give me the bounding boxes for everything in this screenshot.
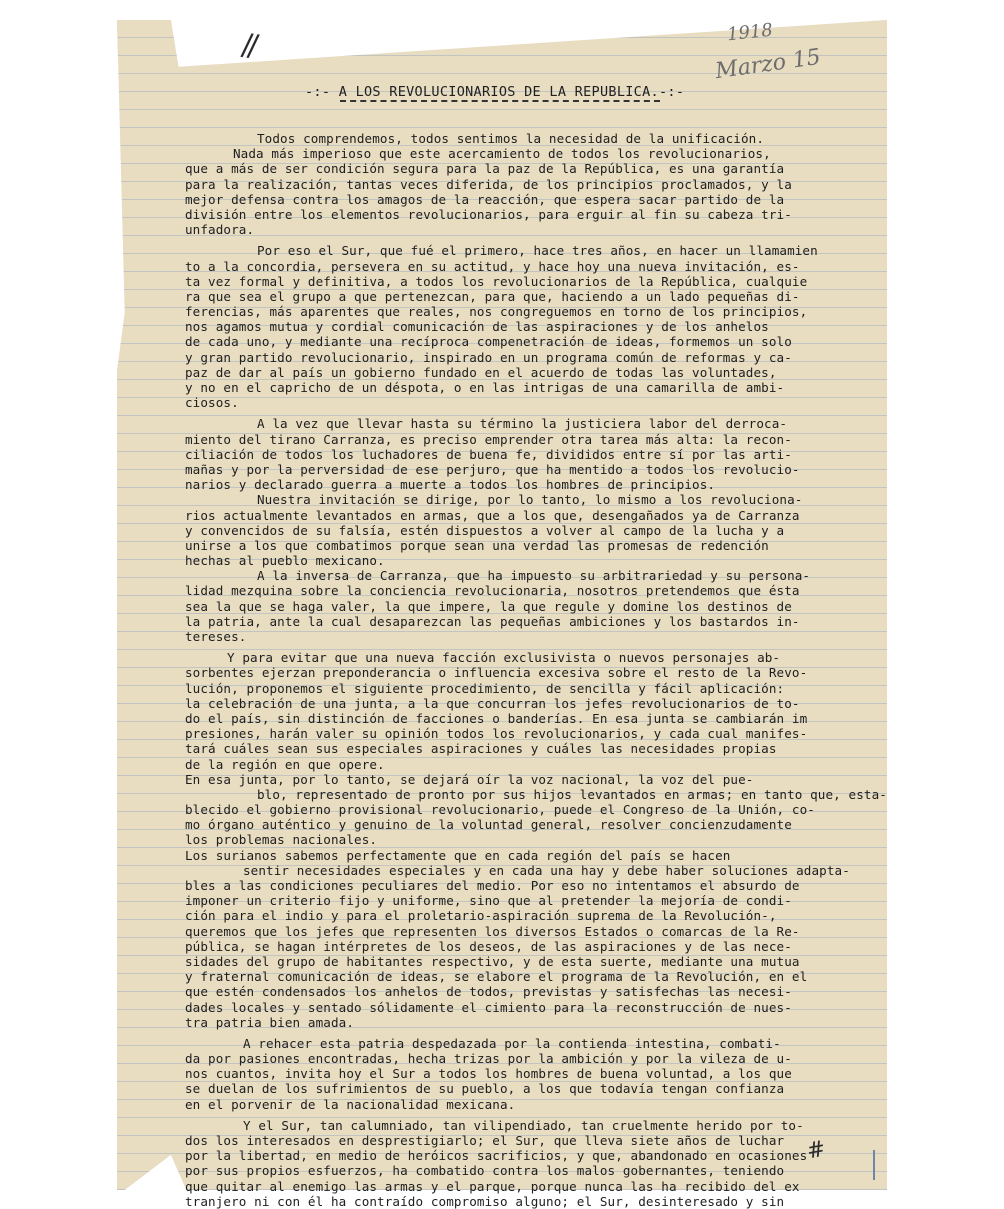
body-line: mañas y por la perversidad de ese perjuro, que ha mentido a todos los revolucio-	[185, 461, 800, 477]
body-line: los problemas nacionales.	[185, 832, 378, 848]
body-line: dades locales y sentado sólidamente el cimiento para la reconstrucción de nues-	[185, 999, 792, 1015]
body-line: Los surianos sabemos perfectamente que en cada región del país se hacen	[185, 847, 731, 863]
body-line: nos cuantos, invita hoy el Sur a todos los hombres de buena voluntad, a los que	[185, 1066, 792, 1082]
body-line: Y para evitar que una nueva facción exclusivista o nuevos personajes ab-	[227, 650, 781, 666]
body-line: mo órgano auténtico y genuino de la voluntad general, resolver concienzudamente	[185, 817, 792, 833]
body-line: Y el Sur, tan calumniado, tan vilipendiado, tan cruelmente herido por to-	[243, 1117, 804, 1133]
body-line: sorbentes ejerzan preponderancia o influencia excesiva sobre el resto de la Revo-	[185, 665, 808, 681]
title-underline	[340, 100, 660, 102]
handwritten-date-year: 1918	[726, 19, 774, 46]
body-line: tranjero ni con él ha contraído compromiso alguno; el Sur, desinteresado y sin	[185, 1193, 785, 1209]
body-line: y fraternal comunicación de ideas, se elabore el programa de la Revolución, en el	[185, 969, 808, 985]
body-line: A la vez que llevar hasta su término la justiciera labor del derroca-	[257, 416, 788, 432]
body-line: por sus propios esfuerzos, ha combatido contra los malos gobernantes, teniendo	[185, 1163, 785, 1179]
body-line: da por pasiones encontradas, hecha trizas por la ambición y por la vileza de u-	[185, 1051, 792, 1067]
body-line: que estén condensados los anhelos de todos, previstas y satisfechas las necesi-	[185, 984, 792, 1000]
body-line: y no en el capricho de un déspota, o en las intrigas de una camarilla de ambi-	[185, 380, 785, 395]
body-line: rios actualmente levantados en armas, que a los que, desengañados ya de Carranza	[185, 507, 800, 523]
handwritten-corner-marks: //	[239, 27, 257, 64]
body-line: dos los interesados en desprestigiarlo; el Sur, que lleva siete años de luchar	[185, 1133, 785, 1148]
handwritten-date-month: Marzo 15	[713, 44, 823, 85]
body-line: A la inversa de Carranza, que ha impuesto su arbitrariedad y su persona-	[257, 568, 811, 584]
body-line: imponer un criterio fijo y uniforme, sino que al pretender la mejoría de condi-	[185, 893, 792, 909]
body-line: ferencias, más aparentes que reales, nos congreguemos en torno de los principios,	[185, 304, 808, 320]
body-line: lidad mezquina sobre la conciencia revolucionaria, nosotros pretendemos que ésta	[185, 583, 800, 599]
body-line: tra patria bien amada.	[185, 1014, 355, 1030]
body-line: nos agamos mutua y cordial comunicación de las aspiraciones y de los anhelos	[185, 319, 769, 335]
body-line: tará cuáles sean sus especiales aspiraciones y cuáles las necesidades propias	[185, 741, 777, 757]
body-line: división entre los elementos revolucionarios, para erguir al fin su cabeza tri-	[185, 206, 792, 222]
body-line: Nada más imperioso que este acercamiento de todos los revolucionarios,	[233, 146, 771, 162]
body-line: blo, representado de pronto por sus hijos levantados en armas; en tanto que, esta-	[257, 786, 887, 802]
body-line: miento del tirano Carranza, es preciso emprender otra tarea más alta: la recon-	[185, 431, 792, 447]
body-line: to a la concordia, persevera en su actitud, y hace hoy una nueva invitación, es-	[185, 258, 800, 274]
document-title: -:- A LOS REVOLUCIONARIOS DE LA REPUBLICA.-:-	[305, 84, 685, 100]
body-line: de cada uno, y mediante una recíproca compenetración de ideas, formemos un solo	[185, 334, 792, 350]
body-line: de la región en que opere.	[185, 756, 385, 772]
body-line: Todos comprendemos, todos sentimos la necesidad de la unificación.	[257, 131, 765, 146]
body-line: sentir necesidades especiales y en cada una hay y debe haber soluciones adapta-	[243, 862, 850, 878]
body-line: narios y declarado guerra a muerte a todos los hombres de principios.	[185, 477, 716, 493]
document-body	[185, 131, 887, 1209]
body-line: lución, proponemos el siguiente procedimiento, de sencilla y fácil aplicación:	[185, 680, 785, 696]
body-line: queremos que los jefes que representen los diversos Estados o comarcas de la Re-	[185, 923, 800, 939]
body-line: sea la que se haga valer, la que impere, la que regule y domine los destinos de	[185, 598, 792, 614]
handwritten-page-mark: #	[804, 1136, 828, 1165]
body-line: unfadora.	[185, 222, 255, 238]
body-line: la celebración de una junta, a la que concurran los jefes revolucionarios de to-	[185, 695, 800, 711]
body-line: En esa junta, por lo tanto, se dejará oír la voz nacional, la voz del pue-	[185, 771, 754, 787]
body-line: mejor defensa contra los amagos de la reacción, que espera sacar partido de la	[185, 191, 785, 207]
body-line: ciliación de todos los luchadores de buena fe, divididos entre sí por las arti-	[185, 446, 792, 462]
body-line: ra que sea el grupo a que pertenezcan, para que, haciendo a un lado pequeñas di-	[185, 288, 800, 304]
body-line: ciosos.	[185, 395, 239, 411]
body-line: paz de dar al país un gobierno fundado en el acuerdo de todas las voluntades,	[185, 364, 777, 380]
body-line: que a más de ser condición segura para la paz de la República, es una garantía	[185, 161, 785, 177]
body-line: Por eso el Sur, que fué el primero, hace tres años, en hacer un llamamien	[257, 243, 818, 259]
body-line: para la realización, tantas veces diferida, de los principios proclamados, y la	[185, 176, 792, 192]
body-line: tereses.	[185, 629, 247, 644]
body-line: blecido el gobierno provisional revolucionario, puede el Congreso de la Unión, co-	[185, 802, 815, 818]
body-line: ta vez formal y definitiva, a todos los revolucionarios de la República, cualquie	[185, 273, 808, 289]
body-line: Nuestra invitación se dirige, por lo tanto, lo mismo a los revoluciona-	[257, 492, 803, 508]
body-line: en el porvenir de la nacionalidad mexicana.	[185, 1096, 516, 1112]
body-line: sidades del grupo de habitantes respectivo, y de esta suerte, mediante una mutua	[185, 953, 800, 969]
body-line: ción para el indio y para el proletario-aspiración suprema de la Revolución-,	[185, 908, 777, 924]
body-line: y gran partido revolucionario, inspirado en un programa común de reformas y ca-	[185, 349, 792, 365]
body-line: que quitar al enemigo las armas y el parque, porque nunca las ha recibido del ex	[185, 1178, 800, 1194]
body-line: la patria, ante la cual desaparezcan las pequeñas ambiciones y los bastardos in-	[185, 613, 800, 629]
body-line: do el país, sin distinción de facciones o banderías. En esa junta se cambiarán im	[185, 710, 808, 726]
body-line: presiones, harán valer su opinión todos los revolucionarios, y cada cual manifes-	[185, 726, 808, 742]
body-line: A rehacer esta patria despedazada por la contienda intestina, combati-	[243, 1035, 781, 1051]
body-line: bles a las condiciones peculiares del medio. Por eso no intentamos el absurdo de	[185, 878, 800, 893]
body-line: hechas al pueblo mexicano.	[185, 553, 385, 569]
body-line: pública, se hagan intérpretes de los deseos, de las aspiraciones y de las nece-	[185, 938, 792, 954]
body-line: por la libertad, en medio de heróicos sacrificios, y que, abandonado en ocasiones	[185, 1148, 808, 1164]
body-line: se duelan de los sufrimientos de su pueblo, a los que todavía tengan confianza	[185, 1081, 785, 1097]
pencil-edge-mark	[873, 1150, 875, 1180]
body-line: unirse a los que combatimos porque sean una verdad las promesas de redención	[185, 537, 769, 553]
body-line: y convencidos de su falsía, estén dispuestos a volver al campo de la lucha y a	[185, 522, 785, 538]
